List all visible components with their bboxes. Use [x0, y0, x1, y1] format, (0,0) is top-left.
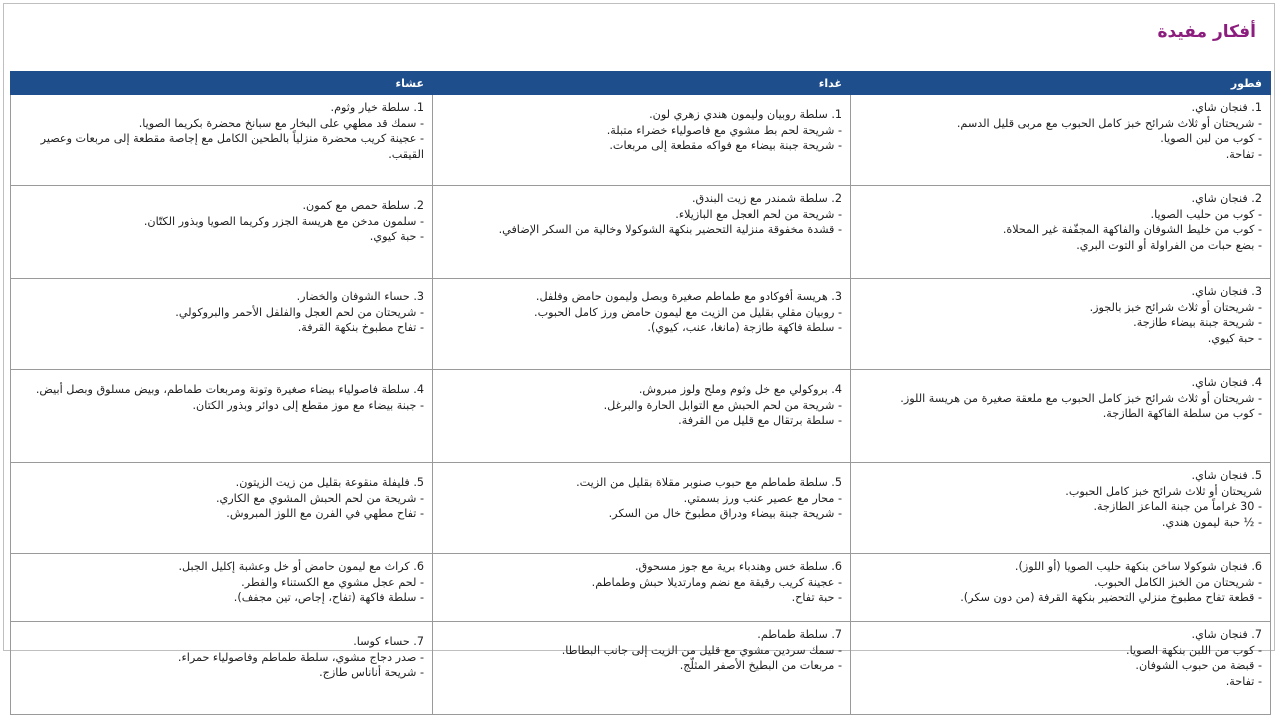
header-lunch: غداء	[433, 72, 851, 95]
table-row	[11, 186, 1271, 279]
cell-line: - شريحة من لحم الحبش المشوي مع الكاري.	[215, 491, 424, 505]
breakfast-cell	[851, 186, 1271, 279]
cell-line: - حبة كيوي.	[369, 230, 424, 243]
dinner-cell	[11, 279, 433, 370]
cell-line: 2. سلطة شمندر مع زيت البندق.	[691, 192, 842, 205]
cell-line: - كوب من لبن الصويا.	[1160, 132, 1262, 145]
dinner-cell	[11, 370, 433, 463]
dinner-cell	[11, 186, 433, 279]
cell-line: - سمك قد مطهي على البخار مع سبانخ محضرة بكريما الصويا.	[138, 116, 424, 130]
dinner-cell	[11, 622, 433, 715]
cell-line: - 30 غراماً من جبنة الماعز الطازجة.	[1093, 500, 1262, 513]
cell-line: - محار مع عصير عنب ورز بسمتي.	[683, 491, 842, 505]
cell-line: - شريحة لحم بط مشوي مع فاصولياء خضراء متبلة.	[606, 123, 842, 137]
cell-line: 1. سلطة خيار وثوم.	[330, 101, 424, 114]
lunch-cell	[433, 463, 851, 554]
table-row	[11, 95, 1271, 186]
table-row	[11, 370, 1271, 463]
lunch-cell	[433, 370, 851, 463]
breakfast-cell	[851, 279, 1271, 370]
breakfast-cell	[851, 95, 1271, 186]
table-row	[11, 554, 1271, 622]
cell-line: - قشدة مخفوقة منزلية التحضير بنكهة الشوكولا وخالية من السكر الإضافي.	[498, 223, 842, 236]
cell-line: - صدر دجاج مشوي، سلطة طماطم وفاصولياء حمراء.	[177, 650, 424, 664]
cell-line: - سلطة فاكهة طازجة (مانغا، عنب، كيوي).	[647, 321, 842, 334]
breakfast-cell	[851, 554, 1271, 622]
cell-line: 7. فنجان شاي.	[1191, 628, 1262, 641]
cell-line: 7. حساء كوسا.	[353, 635, 424, 648]
cell-line: - تفاح مطبوخ بنكهة القرفة.	[297, 321, 424, 334]
cell-line: - بضع حبات من الفراولة أو التوت البري.	[1076, 238, 1262, 252]
cell-line: - تفاحة.	[1225, 147, 1262, 161]
page-title: أفكار مفيدة	[1157, 22, 1256, 42]
cell-line: - شريحة جبنة بيضاء ودراق مطبوخ خال من السكر.	[608, 507, 842, 520]
cell-line: 6. كراث مع ليمون حامض أو خل وعشبة إكليل الجبل.	[178, 560, 424, 573]
table-row	[11, 463, 1271, 554]
breakfast-cell	[851, 622, 1271, 715]
cell-line: 2. سلطة حمص مع كمون.	[302, 199, 424, 212]
header-breakfast: فطور	[851, 72, 1271, 95]
cell-line: 1. سلطة روبيان وليمون هندي زهري لون.	[649, 108, 842, 121]
dinner-cell	[11, 463, 433, 554]
cell-line: - كوب من خليط الشوفان والفاكهة المجفّفة غير المحلاة.	[1002, 223, 1262, 236]
cell-line: - جبنة بيضاء مع موز مقطع إلى دوائر وبذور الكتان.	[192, 398, 424, 412]
cell-line: - تفاحة.	[1225, 674, 1262, 688]
cell-line: 4. سلطة فاصولياء بيضاء صغيرة وتونة ومربعات طماطم، وبيض مسلوق وبصل أبيض.	[35, 383, 424, 396]
cell-line: - عجينة كريب محضرة منزلياً بالطحين الكامل مع إجاصة مقطعة إلى مربعات وعصير القيقب.	[40, 132, 424, 161]
cell-line: - قبضة من حبوب الشوفان.	[1135, 659, 1262, 672]
lunch-cell	[433, 95, 851, 186]
dinner-cell	[11, 554, 433, 622]
meal-plan-table	[10, 71, 1271, 715]
header-dinner: عشاء	[11, 72, 433, 95]
cell-line: - سلمون مدخن مع هريسة الجزر وكريما الصويا وبذور الكتّان.	[143, 214, 424, 228]
cell-line: 3. هريسة أفوكادو مع طماطم صغيرة وبصل وليمون حامض وفلفل.	[535, 290, 842, 303]
cell-line: 6. فنجان شوكولا ساخن بنكهة حليب الصويا (أو اللوز).	[1014, 560, 1262, 573]
cell-line: - ½ حبة ليمون هندي.	[1161, 515, 1262, 529]
cell-line: - شريحة أناناس طازج.	[319, 666, 424, 679]
cell-line: - سمك سردين مشوي مع قليل من الزيت إلى جانب البطاطا.	[561, 643, 842, 657]
cell-line: - مربعات من البطيخ الأصفر المثلّج.	[679, 659, 842, 672]
table-row	[11, 279, 1271, 370]
cell-line: - شريحتان من لحم العجل والفلفل الأحمر والبروكولي.	[175, 305, 424, 319]
cell-line: - شريحتان أو ثلاث شرائح خبز بالجوز.	[1089, 300, 1262, 314]
cell-line: - قطعة تفاح مطبوخ منزلي التحضير بنكهة القرفة (من دون سكر).	[960, 591, 1262, 604]
cell-line: - سلطة فاكهة (تفاح، إجاص، تين مجفف).	[233, 591, 424, 604]
cell-line: 3. حساء الشوفان والخضار.	[296, 290, 424, 303]
cell-line: 5. سلطة طماطم مع حبوب صنوبر مقلاة بقليل من الزيت.	[576, 476, 842, 489]
cell-line: - لحم عجل مشوي مع الكستناء والفطر.	[241, 575, 424, 589]
dinner-cell	[11, 95, 433, 186]
cell-line: 6. سلطة خس وهندباء برية مع جوز مسحوق.	[635, 560, 842, 573]
cell-line: - حبة كيوي.	[1207, 331, 1262, 345]
table-row	[11, 622, 1271, 715]
table-header-row	[11, 72, 1271, 95]
cell-line: - حبة تفاح.	[791, 591, 842, 604]
cell-line: 5. فليفلة منقوعة بقليل من زيت الزيتون.	[235, 476, 424, 489]
cell-line: 4. فنجان شاي.	[1191, 376, 1262, 389]
cell-line: 2. فنجان شاي.	[1191, 192, 1262, 205]
lunch-cell	[433, 554, 851, 622]
cell-line: 4. بروكولي مع خل وثوم وملح ولوز مبروش.	[638, 383, 842, 396]
cell-line: - تفاح مطهي في الفرن مع اللوز المبروش.	[226, 507, 424, 520]
cell-line: 7. سلطة طماطم.	[757, 628, 842, 641]
cell-line: شريحتان أو ثلاث شرائح خبز كامل الحبوب.	[1065, 484, 1262, 498]
cell-line: - شريحتان أو ثلاث شرائح خبز كامل الحبوب مع مربى قليل الدسم.	[956, 116, 1262, 130]
breakfast-cell	[851, 463, 1271, 554]
cell-line: - كوب من سلطة الفاكهة الطازجة.	[1102, 407, 1262, 420]
cell-line: - شريحة جبنة بيضاء طازجة.	[1133, 316, 1262, 329]
cell-line: - شريحتان أو ثلاث شرائح خبز كامل الحبوب مع ملعقة صغيرة من هريسة اللوز.	[900, 391, 1262, 405]
lunch-cell	[433, 186, 851, 279]
lunch-cell	[433, 279, 851, 370]
cell-line: - شريحة جبنة بيضاء مع فواكه مقطعة إلى مربعات.	[609, 139, 842, 152]
cell-line: 3. فنجان شاي.	[1191, 285, 1262, 298]
cell-line: - شريحة من لحم العجل مع البازيلاء.	[675, 207, 842, 221]
cell-line: - شريحتان من الخبز الكامل الحبوب.	[1093, 575, 1262, 589]
cell-line: - كوب من اللبن بنكهة الصويا.	[1126, 643, 1262, 657]
breakfast-cell	[851, 370, 1271, 463]
cell-line: - كوب من حليب الصويا.	[1150, 207, 1262, 221]
cell-line: - روبيان مقلي بقليل من الزيت مع ليمون حامض ورز كامل الحبوب.	[534, 305, 842, 319]
cell-line: 5. فنجان شاي.	[1191, 469, 1262, 482]
cell-line: 1. فنجان شاي.	[1191, 101, 1262, 114]
cell-line: - سلطة برتقال مع قليل من القرفة.	[678, 414, 842, 427]
lunch-cell	[433, 622, 851, 715]
cell-line: - عجينة كريب رقيقة مع نضم ومارتديلا حبش وطماطم.	[591, 575, 842, 589]
cell-line: - شريحة من لحم الحبش مع التوابل الحارة والبرغل.	[603, 398, 842, 412]
